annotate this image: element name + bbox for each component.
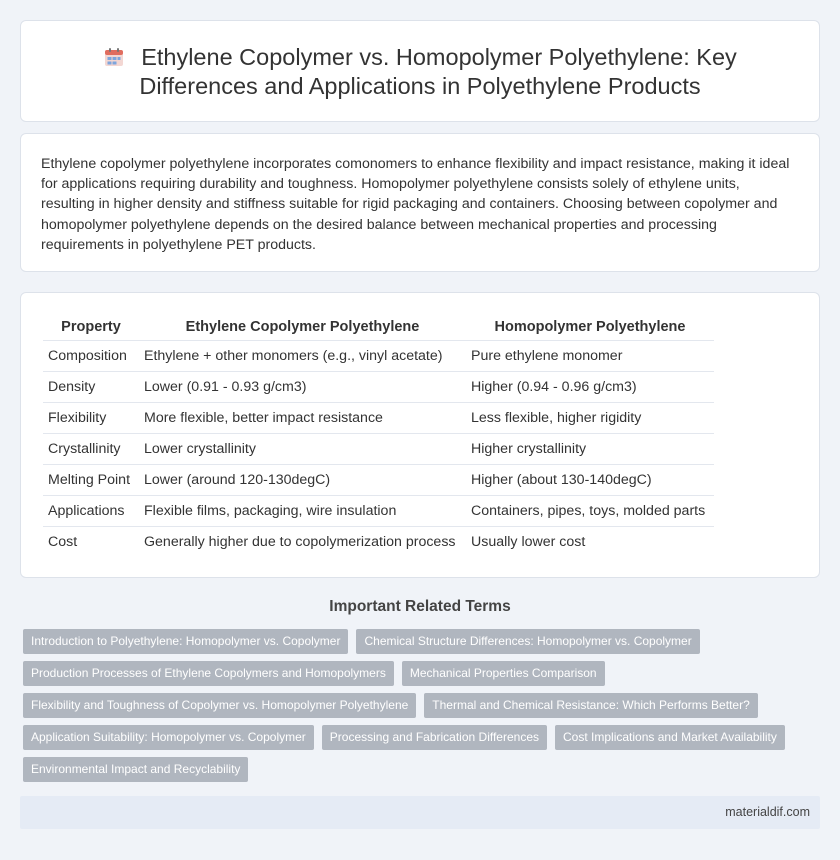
- related-term-tag[interactable]: Processing and Fabrication Differences: [322, 725, 547, 750]
- calendar-icon: [103, 46, 125, 68]
- footer: [20, 796, 820, 829]
- related-terms-heading: Important Related Terms: [329, 598, 511, 615]
- related-term-tag[interactable]: Production Processes of Ethylene Copolymers and Homopolymers: [23, 661, 394, 686]
- table-cell-homopolymer: Less flexible, higher rigidity: [466, 402, 714, 433]
- table-cell-homopolymer: Higher (0.94 - 0.96 g/cm3): [466, 371, 714, 402]
- related-term-tag[interactable]: Cost Implications and Market Availability: [555, 725, 785, 750]
- table-cell-copolymer: Generally higher due to copolymerization process: [139, 526, 466, 557]
- table-cell-property: Crystallinity: [43, 433, 139, 464]
- table-cell-property: Density: [43, 371, 139, 402]
- table-cell-property: Melting Point: [43, 464, 139, 495]
- table-cell-homopolymer: Higher crystallinity: [466, 433, 714, 464]
- related-term-tag[interactable]: Thermal and Chemical Resistance: Which Performs Better?: [424, 693, 757, 718]
- comparison-table: [43, 315, 714, 557]
- table-cell-copolymer: Lower (around 120-130degC): [139, 464, 466, 495]
- table-row: [43, 495, 714, 526]
- related-term-tag[interactable]: Application Suitability: Homopolymer vs. Copolymer: [23, 725, 314, 750]
- footer-site-name: materialdif.com: [725, 805, 810, 819]
- table-row: [43, 464, 714, 495]
- related-term-tag[interactable]: Introduction to Polyethylene: Homopolymer vs. Copolymer: [23, 629, 348, 654]
- table-cell-homopolymer: Higher (about 130-140degC): [466, 464, 714, 495]
- table-cell-copolymer: More flexible, better impact resistance: [139, 402, 466, 433]
- page-title: [61, 43, 779, 101]
- related-term-tag[interactable]: Flexibility and Toughness of Copolymer vs. Homopolymer Polyethylene: [23, 693, 416, 718]
- table-cell-property: Cost: [43, 526, 139, 557]
- table-cell-homopolymer: Pure ethylene monomer: [466, 340, 714, 371]
- table-header-homopolymer: Homopolymer Polyethylene: [494, 319, 686, 336]
- related-term-tag[interactable]: Environmental Impact and Recyclability: [23, 757, 248, 782]
- intro-card: [20, 133, 820, 272]
- table-cell-copolymer: Flexible films, packaging, wire insulation: [139, 495, 466, 526]
- table-cell-copolymer: Lower crystallinity: [139, 433, 466, 464]
- table-cell-copolymer: Lower (0.91 - 0.93 g/cm3): [139, 371, 466, 402]
- table-row: [43, 340, 714, 371]
- table-row: [43, 371, 714, 402]
- table-header-copolymer: Ethylene Copolymer Polyethylene: [185, 319, 420, 336]
- intro-paragraph: Ethylene copolymer polyethylene incorporates comonomers to enhance flexibility and impact resistance, making it ideal for applications requiring durability and toughness. Homopolymer polyethylene consists solely of ethylene units, resulting in higher density and stiffness suitable for rigid packaging and containers. Choosing between copolymer and homopolymer polyethylene depends on the desired balance between mechanical properties and processing requirements in polyethylene PET products.: [41, 156, 790, 253]
- related-term-tag[interactable]: Mechanical Properties Comparison: [402, 661, 605, 686]
- table-header-property: Property: [61, 319, 121, 336]
- page-title-text: Ethylene Copolymer vs. Homopolymer Polyethylene: Key Differences and Applications in Polyethylene Products: [139, 44, 737, 99]
- table-card: [20, 292, 820, 578]
- table-cell-property: Applications: [43, 495, 139, 526]
- table-cell-homopolymer: Usually lower cost: [466, 526, 714, 557]
- table-row: [43, 433, 714, 464]
- title-card: [20, 20, 820, 122]
- table-row: [43, 526, 714, 557]
- related-terms-list: [23, 629, 803, 782]
- table-row: [43, 402, 714, 433]
- table-cell-copolymer: Ethylene + other monomers (e.g., vinyl acetate): [139, 340, 466, 371]
- related-term-tag[interactable]: Chemical Structure Differences: Homopolymer vs. Copolymer: [356, 629, 699, 654]
- table-header-row: [43, 315, 714, 340]
- table-cell-homopolymer: Containers, pipes, toys, molded parts: [466, 495, 714, 526]
- table-cell-property: Flexibility: [43, 402, 139, 433]
- table-cell-property: Composition: [43, 340, 139, 371]
